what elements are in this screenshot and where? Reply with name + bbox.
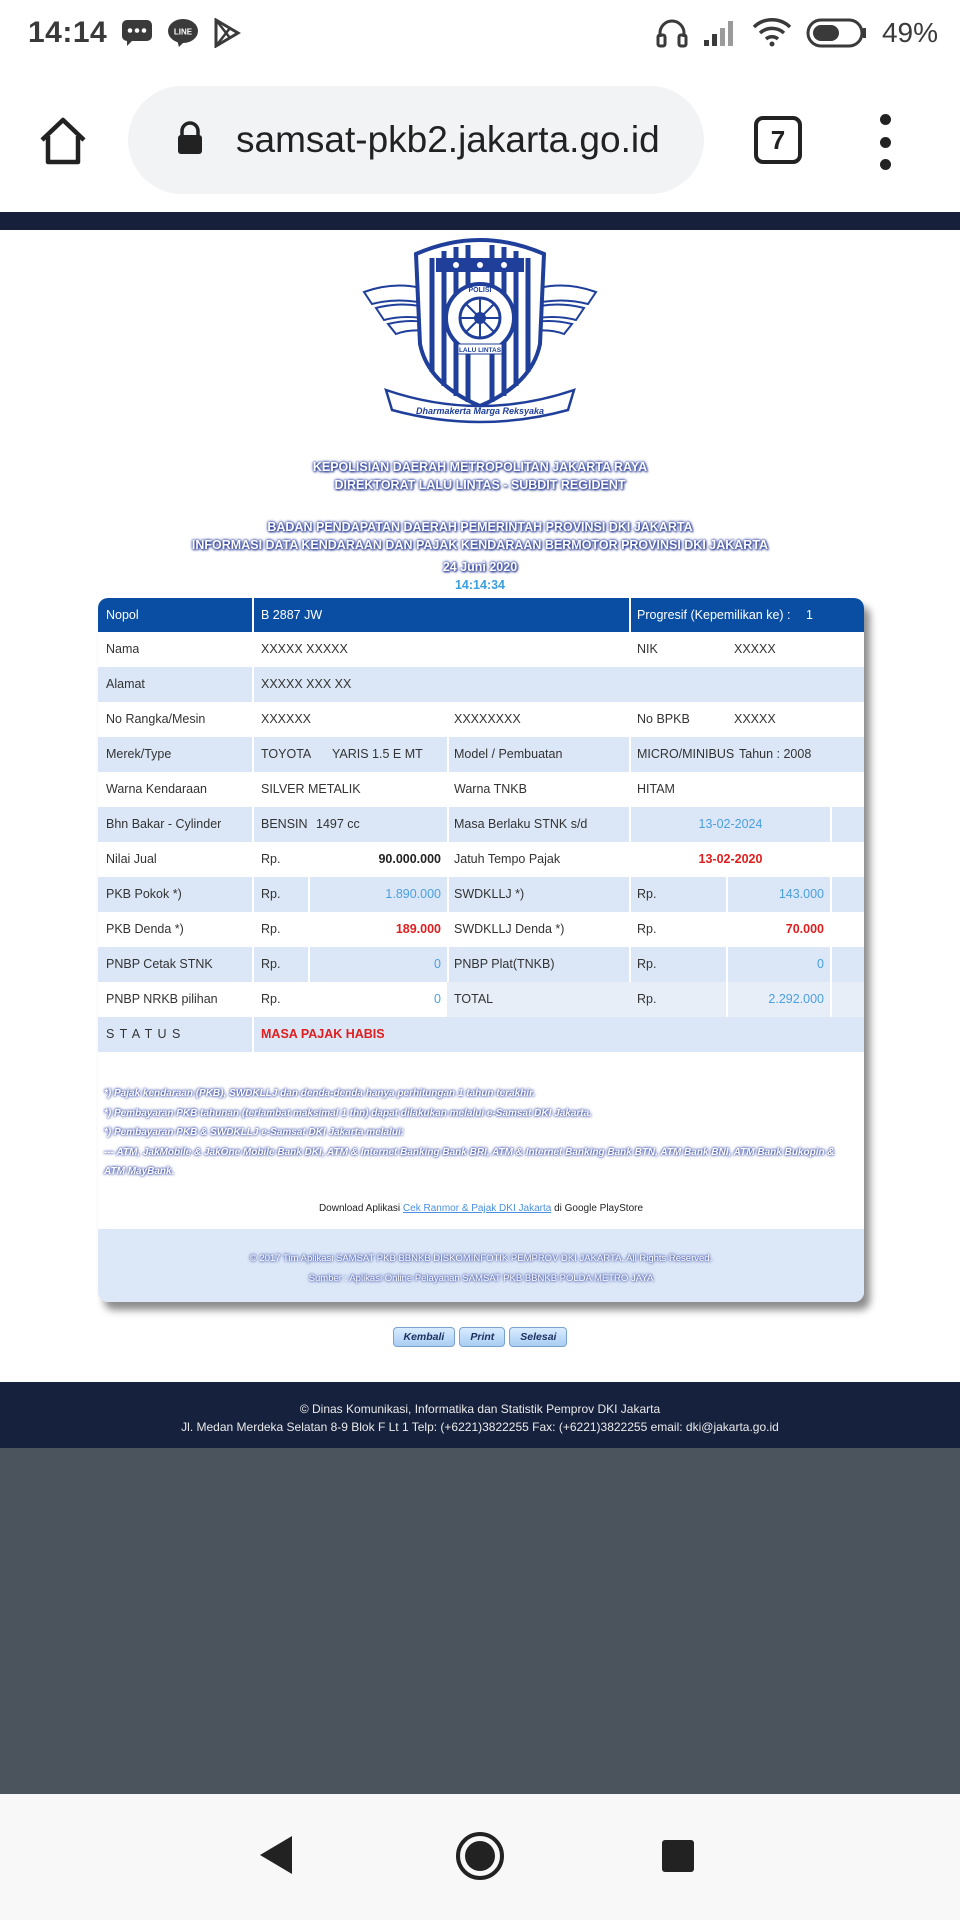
- rp-label: Rp.: [637, 887, 657, 901]
- status-value: MASA PAJAK HABIS: [261, 1027, 385, 1041]
- progresif-label: Progresif (Kepemilikan ke) :: [637, 608, 791, 622]
- nilai-label: Nilai Jual: [106, 852, 157, 866]
- column-separator: [830, 947, 832, 982]
- table-row-rangka: [98, 702, 864, 737]
- police-traffic-emblem-logo: [362, 234, 598, 432]
- column-separator: [629, 947, 631, 982]
- note-line: *) Pembayaran PKB & SWDKLLJ e-Samsat DKI Jakarta melalui:: [104, 1127, 405, 1138]
- battery-percent: 49%: [881, 17, 938, 48]
- bpkb-value: XXXXX: [734, 712, 776, 726]
- total-label: TOTAL: [454, 992, 494, 1006]
- site-footer: [0, 1382, 960, 1448]
- back-triangle-icon: [256, 1834, 296, 1876]
- tnkb-value: HITAM: [637, 782, 675, 796]
- nik-value: XXXXX: [734, 642, 776, 656]
- table-row-status: [98, 1017, 864, 1052]
- kembali-button[interactable]: Kembali: [393, 1327, 456, 1347]
- nopol-label: Nopol: [106, 608, 139, 622]
- home-icon: [36, 114, 90, 168]
- status-label: S T A T U S: [106, 1027, 182, 1041]
- address-bar[interactable]: [128, 86, 704, 194]
- table-row-bbm: [98, 807, 864, 842]
- column-separator: [447, 947, 449, 982]
- warna-label: Warna Kendaraan: [106, 782, 207, 796]
- tnkb-label: Warna TNKB: [454, 782, 527, 796]
- emblem-inner-text: LALU LINTAS: [458, 347, 502, 354]
- alamat-value: XXXXX XXX XX: [261, 677, 352, 691]
- copyright-text: © 2017 Tim Aplikasi SAMSAT PKB BBNKB DISKOMINFOTIK PEMPROV DKI JAKARTA. All Rights Reserved.: [249, 1253, 713, 1264]
- pnbp-stnk-label: PNBP Cetak STNK: [106, 957, 213, 971]
- bbm-label: Bhn Bakar - Cylinder: [106, 817, 222, 831]
- rangka-value: XXXXXX: [261, 712, 312, 726]
- header-line-polda: KEPOLISIAN DAERAH METROPOLITAN JAKARTA RAYA: [312, 460, 648, 474]
- column-separator: [252, 667, 254, 702]
- android-nav-bar: [0, 1794, 960, 1920]
- home-nav-button[interactable]: [454, 1830, 506, 1887]
- column-separator: [252, 1017, 254, 1052]
- emblem-motto: Dharmakerta Marga Reksyaka: [415, 406, 545, 416]
- back-button[interactable]: [256, 1834, 296, 1881]
- cc-value: 1497 cc: [316, 817, 360, 831]
- mesin-value: XXXXXXXX: [454, 712, 521, 726]
- rp-label: Rp.: [261, 992, 281, 1006]
- app-download-link[interactable]: Cek Ranmor & Pajak DKI Jakarta: [402, 1203, 552, 1214]
- home-circle-icon: [454, 1830, 506, 1882]
- swdkllj-denda-value: 70.000: [785, 922, 824, 936]
- alamat-label: Alamat: [106, 677, 145, 691]
- pkb-denda-value: 189.000: [395, 922, 441, 936]
- pnbp-plat-label: PNBP Plat(TNKB): [454, 957, 555, 971]
- menu-dot-icon: [880, 159, 891, 170]
- rangka-label: No Rangka/Mesin: [106, 712, 206, 726]
- merek-value: TOYOTA: [261, 747, 312, 761]
- table-row-pkb-denda: [98, 912, 864, 947]
- header-line-info: INFORMASI DATA KENDARAAN DAN PAJAK KENDARAAN BERMOTOR PROVINSI DKI JAKARTA: [191, 538, 769, 552]
- column-separator: [447, 807, 449, 842]
- table-row-pkb-pokok: [98, 877, 864, 912]
- column-separator: [629, 877, 631, 912]
- progresif-value: 1: [806, 608, 813, 622]
- merek-label: Merek/Type: [106, 747, 172, 761]
- url-text[interactable]: samsat-pkb2.jakarta.go.id: [236, 119, 660, 160]
- pnbp-nrkb-label: PNBP NRKB pilihan: [106, 992, 218, 1006]
- tab-switcher-button[interactable]: 7: [754, 116, 802, 164]
- stnk-label: Masa Berlaku STNK s/d: [454, 817, 588, 831]
- column-separator: [447, 737, 449, 772]
- swdkllj-value: 143.000: [778, 887, 824, 901]
- page-background-fill: [0, 1448, 960, 1794]
- pkb-denda-label: PKB Denda *): [106, 922, 184, 936]
- panel-footer: [98, 1229, 864, 1302]
- recent-apps-button[interactable]: [662, 1840, 694, 1872]
- column-separator: [252, 737, 254, 772]
- column-separator: [830, 982, 832, 1017]
- column-separator: [629, 737, 631, 772]
- web-page: [0, 230, 960, 1382]
- table-row-nilai: [98, 842, 864, 877]
- total-value: 2.292.000: [768, 992, 824, 1006]
- download-suffix: di Google PlayStore: [554, 1203, 644, 1214]
- warna-value: SILVER METALIK: [261, 782, 361, 796]
- rp-label: Rp.: [261, 852, 281, 866]
- print-button[interactable]: Print: [459, 1327, 505, 1347]
- nama-value: XXXXX XXXXX: [261, 642, 348, 656]
- rp-label: Rp.: [261, 887, 281, 901]
- column-separator: [252, 947, 254, 982]
- rp-label: Rp.: [637, 922, 657, 936]
- table-row-nopol: [98, 598, 864, 632]
- table-row-pnbp-nrkb: [98, 982, 864, 1017]
- browser-toolbar: [0, 66, 960, 212]
- emblem-top-text: POLISI: [468, 287, 492, 294]
- rp-label: Rp.: [637, 957, 657, 971]
- download-prefix: Download Aplikasi: [318, 1203, 401, 1214]
- table-row-warna: [98, 772, 864, 807]
- battery-icon: [806, 17, 868, 49]
- action-buttons: [0, 1327, 960, 1347]
- footer-copyright: © Dinas Komunikasi, Informatika dan Statistik Pemprov DKI Jakarta: [299, 1402, 661, 1416]
- table-row-alamat: [98, 667, 864, 702]
- svg-text:LINE: LINE: [174, 27, 193, 37]
- nama-label: Nama: [106, 642, 140, 656]
- jatuh-label: Jatuh Tempo Pajak: [454, 852, 561, 866]
- header-time: 14:14:34: [454, 578, 506, 592]
- header-divider: [252, 598, 254, 632]
- rp-label: Rp.: [637, 992, 657, 1006]
- lock-icon: [176, 121, 204, 160]
- selesai-button[interactable]: Selesai: [509, 1327, 567, 1347]
- play-store-icon: [213, 18, 241, 48]
- pnbp-plat-value: 0: [817, 957, 824, 971]
- status-bar: [0, 0, 960, 66]
- column-separator: [252, 807, 254, 842]
- column-separator: [830, 807, 832, 842]
- jatuh-value: 13-02-2020: [698, 852, 763, 866]
- home-button[interactable]: [36, 114, 90, 168]
- model-label: Model / Pembuatan: [454, 747, 563, 761]
- pnbp-nrkb-value: 0: [434, 992, 441, 1006]
- swdkllj-label: SWDKLLJ *): [454, 887, 525, 901]
- download-app-line: [98, 1203, 864, 1214]
- tahun-value: Tahun : 2008: [739, 747, 812, 761]
- rp-label: Rp.: [261, 922, 281, 936]
- nopol-value: B 2887 JW: [261, 608, 323, 622]
- signal-icon: [702, 18, 738, 48]
- note-line: *) Pajak kendaraan (PKB), SWDKLLJ dan denda-denda hanya perhitungan 1 tahun terakhir.: [104, 1088, 536, 1099]
- line-app-icon: [167, 18, 199, 48]
- bpkb-label: No BPKB: [637, 712, 690, 726]
- headphones-icon: [656, 17, 688, 49]
- nilai-value: 90.000.000: [378, 852, 441, 866]
- page-top-stripe: [0, 212, 960, 230]
- column-separator: [252, 877, 254, 912]
- column-separator: [447, 877, 449, 912]
- header-date: 24 Juni 2020: [442, 560, 518, 574]
- menu-dot-icon: [880, 137, 891, 148]
- type-value: YARIS 1.5 E MT: [332, 747, 423, 761]
- table-row-merek: [98, 737, 864, 772]
- header-divider: [629, 598, 631, 632]
- wifi-icon: [752, 17, 792, 49]
- note-line: --- ATM, JakMobile & JakOne Mobile Bank DKI, ATM & Internet Banking Bank BRI, ATM & Internet Banking Bank BTN, ATM Bank BNI, ATM Bank Bukopin & ATM MayBank.: [104, 1146, 835, 1177]
- header-line-bapenda: BADAN PENDAPATAN DAERAH PEMERINTAH PROVINSI DKI JAKARTA: [267, 520, 693, 534]
- footer-address: Jl. Medan Merdeka Selatan 8-9 Blok F Lt 1 Telp: (+6221)3822255 Fax: (+6221)3822255 email: dki@jakarta.go.id: [181, 1420, 779, 1434]
- swdkllj-denda-label: SWDKLLJ Denda *): [454, 922, 565, 936]
- note-line: *) Pembayaran PKB tahunan (terlambat maksimal 1 thn) dapat dilakukan melalui e-Samsat DKI Jakarta.: [104, 1107, 592, 1119]
- header-line-ditlantas: DIREKTORAT LALU LINTAS - SUBDIT REGIDENT: [334, 478, 626, 492]
- pkb-pokok-label: PKB Pokok *): [106, 887, 182, 901]
- bbm-value: BENSIN: [261, 817, 308, 831]
- message-icon: [121, 19, 153, 47]
- rp-label: Rp.: [261, 957, 281, 971]
- tax-notes: [104, 1084, 854, 1182]
- pnbp-stnk-value: 0: [434, 957, 441, 971]
- column-separator: [830, 877, 832, 912]
- stnk-value: 13-02-2024: [698, 817, 763, 831]
- table-row-pnbp-stnk: [98, 947, 864, 982]
- table-row-nama: [98, 632, 864, 667]
- source-text: Sumber : Aplikasi Online Pelayanan SAMSAT PKB BBNKB POLDA METRO JAYA: [308, 1273, 654, 1284]
- overflow-menu-button[interactable]: [870, 114, 900, 170]
- nik-label: NIK: [637, 642, 658, 656]
- menu-dot-icon: [880, 114, 891, 125]
- pkb-pokok-value: 1.890.000: [385, 887, 441, 901]
- model-value: MICRO/MINIBUS: [637, 747, 735, 761]
- status-time: 14:14: [28, 16, 108, 49]
- vehicle-data-panel: [98, 598, 864, 1302]
